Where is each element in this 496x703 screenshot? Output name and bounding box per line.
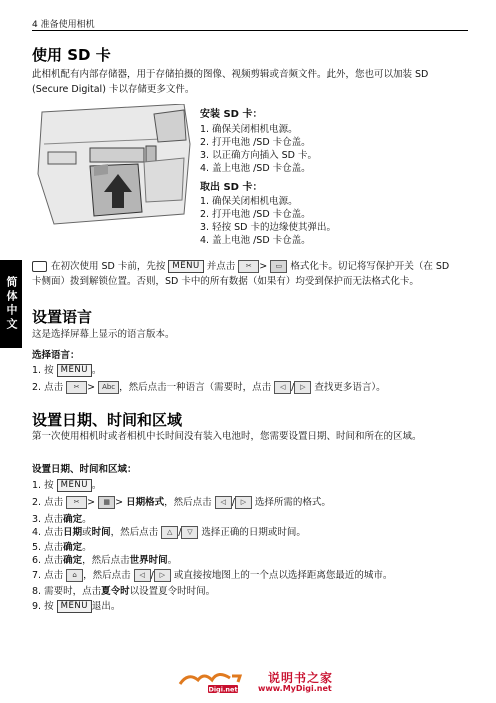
- up-arrow-icon: △: [161, 526, 178, 539]
- sd-card-intro: 此相机配有内部存储器，用于存储拍摄的图像、视频剪辑或音频文件。此外，您也可以加装 SD (Secure Digital) 卡以存储更多文件。: [32, 69, 429, 95]
- language-step-1: 1. 按 MENU 。: [32, 365, 102, 376]
- datetime-subtitle: 设置日期、时间和区域：: [32, 464, 137, 475]
- sd-card-insert-illustration: [34, 104, 194, 226]
- tools-icon: ✂: [66, 496, 87, 509]
- datetime-step-3: 3. 点击确定。: [32, 514, 92, 525]
- language-title: 设置语言: [32, 308, 93, 326]
- left-arrow-icon: ◁: [215, 496, 232, 509]
- remove-step: 4. 盖上电池 /SD 卡仓盖。: [200, 235, 311, 246]
- install-step: 3. 以正确方向插入 SD 卡。: [200, 150, 317, 161]
- footer-url: www.MyDigi.net: [258, 684, 332, 693]
- remove-step: 3. 轻按 SD 卡的边缘使其弹出。: [200, 222, 336, 233]
- datetime-step-9: 9. 按 MENU 退出。: [32, 601, 121, 612]
- install-step: 2. 打开电池 /SD 卡仓盖。: [200, 137, 311, 148]
- install-step: 4. 盖上电池 /SD 卡仓盖。: [200, 163, 311, 174]
- tools-icon: ✂: [238, 260, 259, 273]
- right-arrow-icon: ▷: [294, 381, 311, 394]
- language-subtitle: 选择语言：: [32, 350, 80, 361]
- note-icon: [32, 261, 47, 272]
- sd-card-title: 使用 SD 卡: [32, 46, 111, 64]
- right-arrow-icon: ▷: [154, 569, 171, 582]
- datetime-step-7: 7. 点击 ⌂ ，然后点击 ◁ / ▷ 或直接按地图上的一个点以选择距离您最近的城市。: [32, 570, 393, 581]
- mydigi-logo: [178, 670, 262, 694]
- language-abc-icon: Abc: [98, 381, 119, 394]
- datetime-desc: 第一次使用相机时或者相机中长时间没有装入电池时，您需要设置日期、时间和所在的区域。: [32, 431, 422, 442]
- left-arrow-icon: ◁: [134, 569, 151, 582]
- remove-sd-title: 取出 SD 卡：: [200, 182, 263, 193]
- menu-button-icon: MENU: [57, 479, 92, 492]
- home-icon: ⌂: [66, 569, 83, 582]
- sd-format-note: 在初次使用 SD 卡前，先按 MENU 并点击 ✂ > ▭ 格式化卡。切记将写保护开关（在 SD 卡侧面）拨到解锁位置。否则，SD 卡中的所有数据（如果有）均受到保护而无法格式化卡。: [32, 261, 450, 287]
- menu-button-icon: MENU: [57, 364, 92, 377]
- language-step-2: 2. 点击 ✂ > Abc ，然后点击一种语言（需要时，点击 ◁ / ▷ 查找更多语言）。: [32, 382, 386, 393]
- down-arrow-icon: ▽: [181, 526, 198, 539]
- datetime-step-1: 1. 按 MENU 。: [32, 480, 102, 491]
- tools-icon: ✂: [66, 381, 87, 394]
- format-icon: ▭: [270, 260, 287, 273]
- date-icon: ▦: [98, 496, 115, 509]
- remove-step: 2. 打开电池 /SD 卡仓盖。: [200, 209, 311, 220]
- menu-button-icon: MENU: [57, 600, 92, 613]
- install-step: 1. 确保关闭相机电源。: [200, 124, 298, 135]
- datetime-step-5: 5. 点击确定。: [32, 542, 92, 553]
- remove-step: 1. 确保关闭相机电源。: [200, 196, 298, 207]
- page-section-header: 4 准备使用相机: [32, 20, 95, 30]
- language-desc: 这是选择屏幕上显示的语言版本。: [32, 329, 175, 340]
- header-divider: [32, 30, 468, 31]
- language-side-tab: 简体中文: [0, 260, 22, 348]
- datetime-title: 设置日期、时间和区域: [32, 411, 183, 429]
- menu-button-icon: MENU: [168, 260, 203, 273]
- svg-text:Digi.net: Digi.net: [208, 685, 238, 694]
- datetime-step-4: 4. 点击日期或时间，然后点击 △ / ▽ 选择正确的日期或时间。: [32, 527, 306, 538]
- datetime-step-8: 8. 需要时，点击夏令时以设置夏令时时间。: [32, 586, 216, 597]
- footer-brand: 说明书之家: [268, 671, 334, 685]
- datetime-step-2: 2. 点击 ✂ > ▦ > 日期格式，然后点击 ◁ / ▷ 选择所需的格式。: [32, 497, 331, 508]
- left-arrow-icon: ◁: [274, 381, 291, 394]
- right-arrow-icon: ▷: [235, 496, 252, 509]
- datetime-step-6: 6. 点击确定，然后点击世界时间。: [32, 555, 178, 566]
- install-sd-title: 安装 SD 卡：: [200, 109, 263, 120]
